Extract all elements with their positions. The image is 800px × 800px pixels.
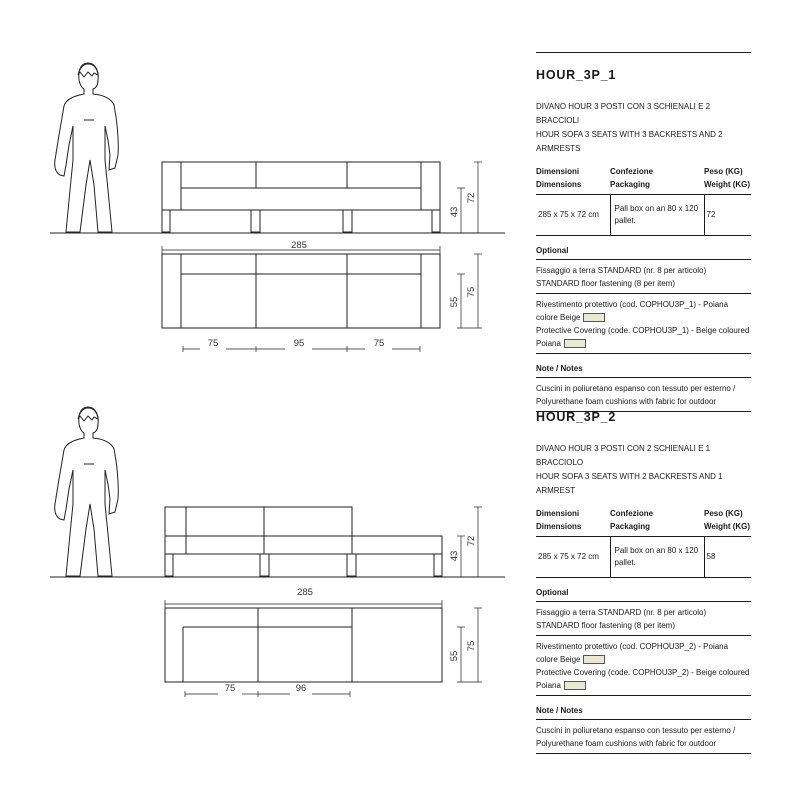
packaging-value: Pall box on an 80 x 120 pallet. xyxy=(610,537,704,578)
beige-swatch xyxy=(564,681,586,690)
header-weight-it: Peso (KG) xyxy=(704,509,743,518)
dimensions-value: 285 x 75 x 72 cm xyxy=(536,537,610,578)
weight-value: 58 xyxy=(704,537,751,578)
protective-covering xyxy=(536,636,751,696)
optional-title: Optional xyxy=(536,246,751,260)
drawing-hour-3p-2 xyxy=(0,344,520,744)
header-weight-en: Weight (KG) xyxy=(704,522,751,531)
segment-dimension xyxy=(185,691,350,697)
header-dimensions-en: Dimensions xyxy=(536,180,582,189)
notes-en: Polyurethane foam cushions with fabric for outdoor xyxy=(536,739,717,748)
dim-72: 72 xyxy=(466,535,477,547)
dim-55: 55 xyxy=(449,650,460,662)
dim-75-left: 75 xyxy=(224,683,236,694)
product-code: HOUR_3P_2 xyxy=(536,410,617,424)
dim-75-depth: 75 xyxy=(466,286,477,298)
header-weight-it: Peso (KG) xyxy=(704,167,743,176)
dim-75-left: 75 xyxy=(207,338,219,349)
sofa-elevation xyxy=(165,507,442,576)
dim-285: 285 xyxy=(291,240,307,251)
dim-43: 43 xyxy=(449,550,460,562)
beige-swatch xyxy=(564,339,586,348)
header-packaging-en: Packaging xyxy=(610,180,651,189)
header-packaging-it: Confezione xyxy=(610,167,654,176)
beige-swatch xyxy=(583,655,605,664)
description-en: HOUR SOFA 3 SEATS WITH 2 BACKRESTS AND 1 ARMREST xyxy=(536,472,723,495)
dim-43: 43 xyxy=(449,206,460,218)
description-it: DIVANO HOUR 3 POSTI CON 2 SCHIENALI E 1 BRACCIOLO xyxy=(536,444,711,467)
fastening-en: STANDARD floor fastening (8 per item) xyxy=(536,621,676,630)
spec-panel-hour-3p-1 xyxy=(536,52,751,412)
product-code: HOUR_3P_1 xyxy=(536,68,617,82)
notes-title: Note / Notes xyxy=(536,706,751,720)
notes-en: Polyurethane foam cushions with fabric for outdoor xyxy=(536,397,717,406)
header-dimensions-it: Dimensioni xyxy=(536,509,580,518)
packaging-value: Pall box on an 80 x 120 pallet. xyxy=(610,195,704,236)
fastening-en: STANDARD floor fastening (8 per item) xyxy=(536,279,676,288)
length-dimension xyxy=(165,600,442,608)
product-description xyxy=(536,442,751,498)
packaging-table xyxy=(536,165,751,236)
dim-285: 285 xyxy=(297,587,313,598)
dim-96: 96 xyxy=(295,683,307,694)
notes xyxy=(536,720,751,754)
dim-75-right: 75 xyxy=(373,338,385,349)
fastening-it: Fissaggio a terra STANDARD (nr. 8 per articolo) xyxy=(536,608,707,617)
header-weight-en: Weight (KG) xyxy=(704,180,751,189)
sofa-plan xyxy=(165,608,442,682)
human-figure-icon xyxy=(55,407,119,576)
description-it: DIVANO HOUR 3 POSTI CON 3 SCHIENALI E 2 BRACCIOLI xyxy=(536,102,711,125)
cover-en: Protective Covering (code. COPHOU3P_1) - Beige coloured Poiana xyxy=(536,326,750,348)
drawing-hour-3p-1 xyxy=(0,0,520,400)
dim-55: 55 xyxy=(449,296,460,308)
cover-en: Protective Covering (code. COPHOU3P_2) - Beige coloured Poiana xyxy=(536,668,750,690)
header-dimensions-it: Dimensioni xyxy=(536,167,580,176)
divider xyxy=(536,52,751,53)
optional-title: Optional xyxy=(536,588,751,602)
packaging-table xyxy=(536,507,751,578)
floor-fastening xyxy=(536,602,751,636)
protective-covering xyxy=(536,294,751,354)
notes-it: Cuscini in poliuretano espanso con tessuto per esterno / xyxy=(536,384,736,393)
dim-72: 72 xyxy=(466,192,477,204)
beige-swatch xyxy=(583,313,605,322)
cover-it: Rivestimento protettivo (cod. COPHOU3P_1) - Poiana colore Beige xyxy=(536,300,729,322)
human-figure-icon xyxy=(55,63,119,232)
floor-fastening xyxy=(536,260,751,294)
dimensions-value: 285 x 75 x 72 cm xyxy=(536,195,610,236)
product-description xyxy=(536,100,751,156)
dim-75-depth: 75 xyxy=(466,640,477,652)
header-dimensions-en: Dimensions xyxy=(536,522,582,531)
dim-95: 95 xyxy=(293,338,305,349)
fastening-it: Fissaggio a terra STANDARD (nr. 8 per articolo) xyxy=(536,266,707,275)
sofa-elevation xyxy=(162,162,440,232)
notes-it: Cuscini in poliuretano espanso con tessuto per esterno / xyxy=(536,726,736,735)
weight-value: 72 xyxy=(704,195,751,236)
description-en: HOUR SOFA 3 SEATS WITH 3 BACKRESTS AND 2 ARMRESTS xyxy=(536,130,723,153)
sofa-plan xyxy=(162,254,440,328)
header-packaging-it: Confezione xyxy=(610,509,654,518)
notes-title: Note / Notes xyxy=(536,364,751,378)
cover-it: Rivestimento protettivo (cod. COPHOU3P_2) - Poiana colore Beige xyxy=(536,642,729,664)
header-packaging-en: Packaging xyxy=(610,522,651,531)
spec-panel-hour-3p-2 xyxy=(536,396,751,754)
